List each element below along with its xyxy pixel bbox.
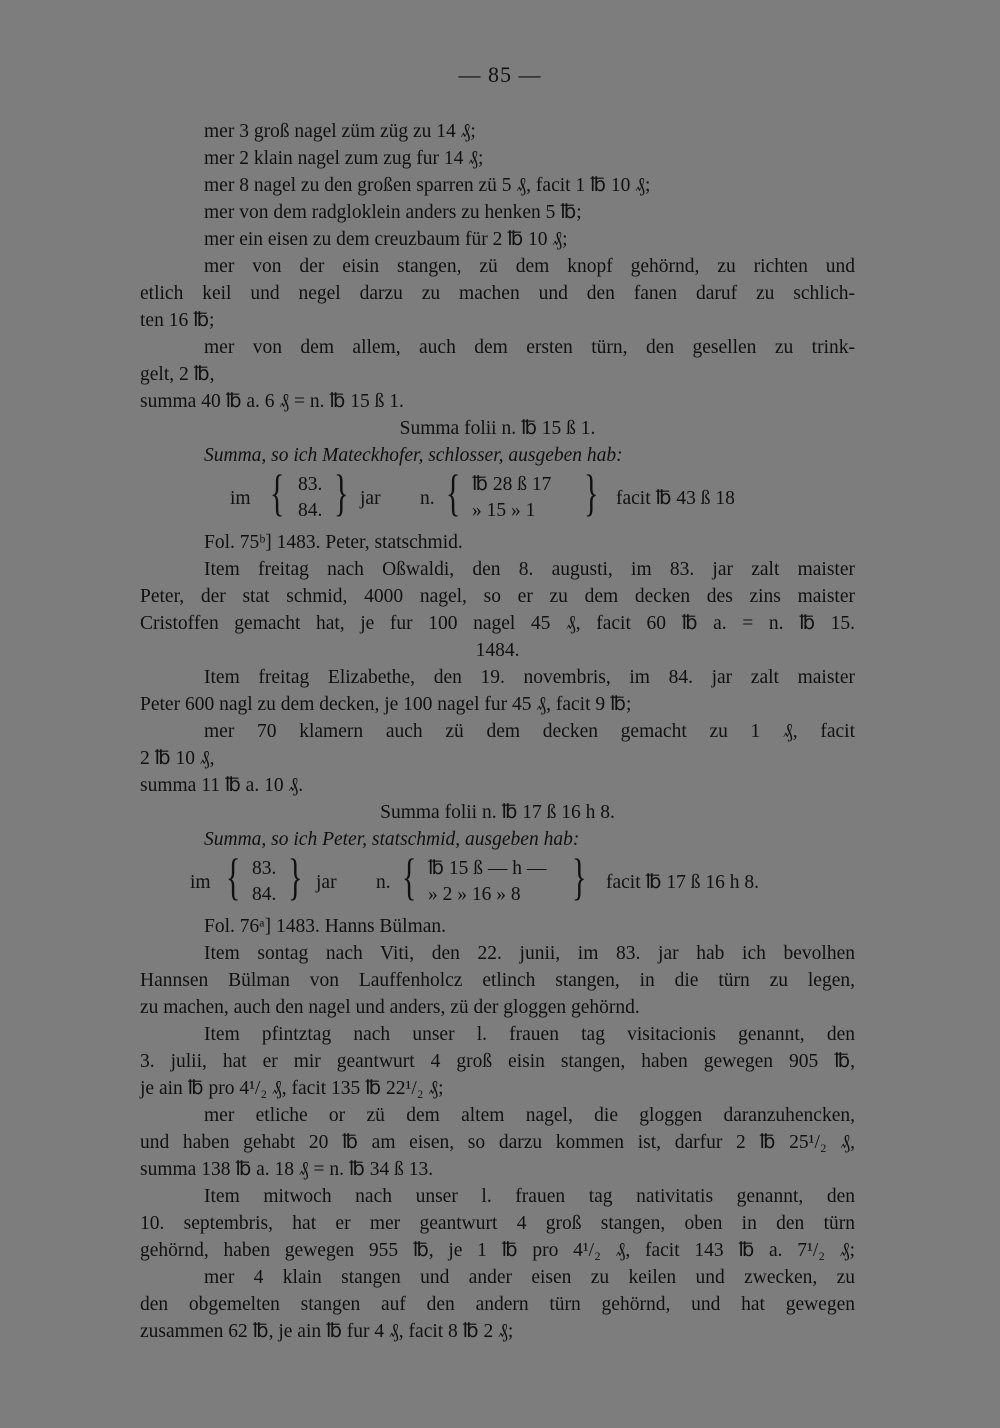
text-line: mer von der eisin stangen, zü dem knopf gehörnd, zu richten und	[204, 256, 855, 277]
brace-left: {	[226, 849, 241, 906]
text-line: mer von dem allem, auch dem ersten türn, den gesellen zu trink-	[204, 337, 855, 358]
summa-folii: Summa folii n. ℔ 15 ß 1.	[399, 418, 596, 439]
text-line: summa 40 ℔ a. 6 ₰ = n. ℔ 15 ß 1.	[140, 391, 404, 412]
text-line: 3. julii, hat er mir geantwurt 4 groß eisin stangen, haben gewegen 905 ℔,	[140, 1051, 855, 1072]
text-line: mer 70 klamern auch zü dem decken gemacht zu 1 ₰, facit	[204, 721, 855, 742]
summary-n: n.	[376, 872, 391, 893]
text-line: Item freitag nach Oßwaldi, den 8. augusti, im 83. jar zalt maister	[204, 559, 855, 580]
summary-jar: jar	[360, 488, 381, 509]
text-line: gelt, 2 ℔,	[140, 364, 215, 385]
brace-right: }	[288, 849, 303, 906]
text-line: mer von dem radgloklein anders zu henken 5 ℔;	[204, 202, 582, 223]
brace-right: }	[572, 849, 587, 906]
section-heading: Summa, so ich Peter, statschmid, ausgeben hab:	[204, 829, 580, 850]
summary-year-2: 84.	[298, 500, 323, 521]
text-line: Item pfintztag nach unser l. frauen tag visitacionis genannt, den	[204, 1024, 855, 1045]
text-line: je ain ℔ pro 4¹/₂ ₰, facit 135 ℔ 22¹/₂ ₰;	[140, 1078, 444, 1099]
summary-n: n.	[420, 488, 435, 509]
summary-row-2: » 15 » 1	[472, 500, 536, 521]
text-line: mer 8 nagel zu den großen sparren zü 5 ₰, facit 1 ℔ 10 ₰;	[204, 175, 651, 196]
summary-year-2: 84.	[252, 884, 277, 905]
text-line: den obgemelten stangen auf den andern türn gehörnd, und hat gewegen	[140, 1294, 855, 1315]
brace-left: {	[446, 465, 461, 522]
text-line: summa 138 ℔ a. 18 ₰ = n. ℔ 34 ß 13.	[140, 1159, 434, 1180]
summary-row-1: ℔ 15 ß — h —	[428, 858, 547, 879]
brace-left: {	[402, 849, 417, 906]
brace-left: {	[270, 465, 285, 522]
text-line: mer 2 klain nagel zum zug fur 14 ₰;	[204, 148, 484, 169]
folio-heading: Fol. 75ᵇ] 1483. Peter, statschmid.	[204, 532, 463, 553]
text-line: Cristoffen gemacht hat, je fur 100 nagel 45 ₰, facit 60 ℔ a. = n. ℔ 15.	[140, 613, 855, 634]
text-line: Item mitwoch nach unser l. frauen tag nativitatis genannt, den	[204, 1186, 855, 1207]
text-line: mer 3 groß nagel züm züg zu 14 ₰;	[204, 121, 476, 142]
summary-year-1: 83.	[252, 858, 277, 879]
text-line: Item freitag Elizabethe, den 19. novembris, im 84. jar zalt maister	[204, 667, 855, 688]
text-line: Peter, der stat schmid, 4000 nagel, so er zu dem decken des zins maister	[140, 586, 855, 607]
text-line: ten 16 ℔;	[140, 310, 215, 331]
brace-right: }	[584, 465, 599, 522]
text-line: Hannsen Bülman von Lauffenholcz etlinch stangen, in die türn zu legen,	[140, 970, 855, 991]
section-heading: Summa, so ich Mateckhofer, schlosser, ausgeben hab:	[204, 445, 623, 466]
summary-year-1: 83.	[298, 474, 323, 495]
text-line: und haben gehabt 20 ℔ am eisen, so darzu kommen ist, darfur 2 ℔ 25¹/₂ ₰,	[140, 1132, 855, 1153]
text-line: 2 ℔ 10 ₰,	[140, 748, 215, 769]
summary-block	[140, 849, 855, 913]
text-line: mer etliche or zü dem altem nagel, die gloggen daranzuhencken,	[204, 1105, 855, 1126]
year-heading: 1484.	[475, 640, 520, 661]
text-line: Item sontag nach Viti, den 22. junii, im 83. jar hab ich bevolhen	[204, 943, 855, 964]
summary-facit: facit ℔ 43 ß 18	[616, 488, 735, 509]
text-line: Peter 600 nagl zu dem decken, je 100 nagel fur 45 ₰, facit 9 ℔;	[140, 694, 632, 715]
text-line: mer ein eisen zu dem creuzbaum für 2 ℔ 10 ₰;	[204, 229, 568, 250]
summary-im: im	[190, 872, 211, 893]
summary-jar: jar	[316, 872, 337, 893]
page-number: — 85 —	[458, 62, 542, 87]
text-line: etlich keil und negel darzu zu machen und den fanen daruf zu schlich-	[140, 283, 855, 304]
text-line: mer 4 klain stangen und ander eisen zu keilen und zwecken, zu	[204, 1267, 855, 1288]
brace-right: }	[334, 465, 349, 522]
text-line: 10. septembris, hat er mer geantwurt 4 groß stangen, oben in den türn	[140, 1213, 855, 1234]
summary-row-2: » 2 » 16 » 8	[428, 884, 521, 905]
summary-block	[140, 465, 855, 529]
text-line: zu machen, auch den nagel und anders, zü der gloggen gehörnd.	[140, 997, 640, 1018]
text-line: gehörnd, haben gewegen 955 ℔, je 1 ℔ pro 4¹/₂ ₰, facit 143 ℔ a. 7¹/₂ ₰;	[140, 1240, 855, 1261]
summa-folii: Summa folii n. ℔ 17 ß 16 h 8.	[380, 802, 615, 823]
document-body	[140, 118, 855, 1345]
summary-row-1: ℔ 28 ß 17	[472, 474, 552, 495]
summary-im: im	[230, 488, 251, 509]
summary-facit: facit ℔ 17 ß 16 h 8.	[606, 872, 759, 893]
text-line: summa 11 ℔ a. 10 ₰.	[140, 775, 304, 796]
folio-heading: Fol. 76ᵃ] 1483. Hanns Bülman.	[204, 916, 447, 937]
text-line: zusammen 62 ℔, je ain ℔ fur 4 ₰, facit 8 ℔ 2 ₰;	[140, 1321, 514, 1342]
